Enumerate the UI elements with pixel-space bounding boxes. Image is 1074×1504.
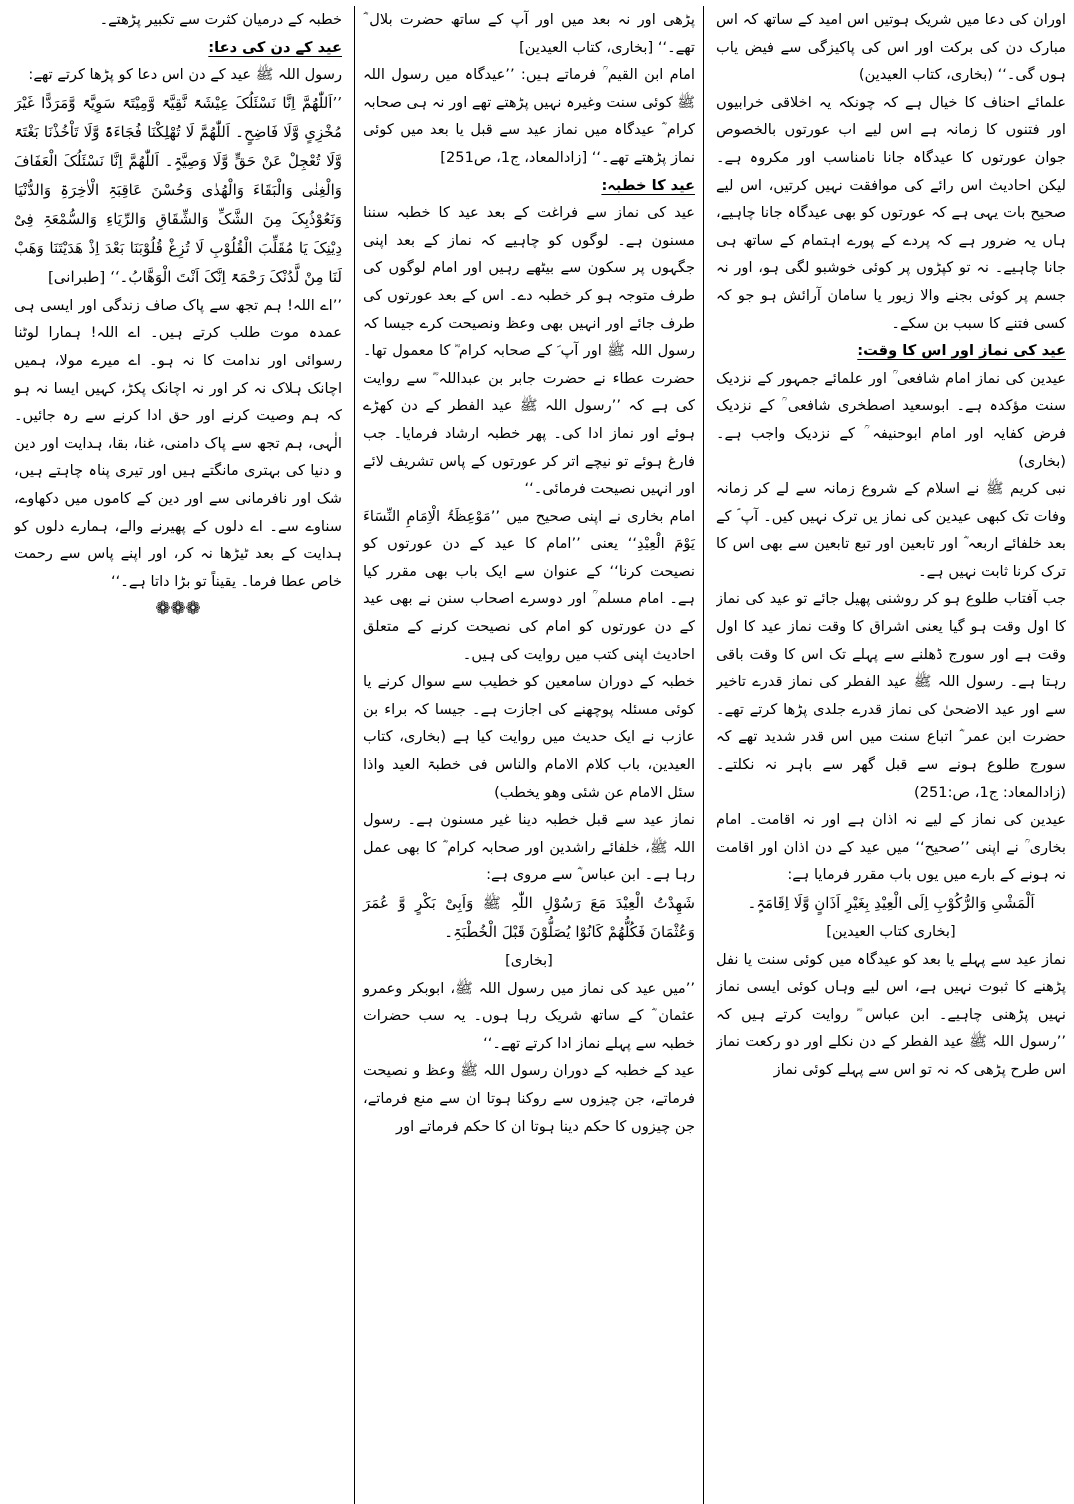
paragraph: جب آفتاب طلوع ہو کر روشنی پھیل جائے تو عید کی نماز کا اول وقت ہو گیا یعنی اشراق کا وقت نماز عید کا اول وقت ہے اور سورج ڈھلنے سے پہلے تک اس کا وقت باقی رہتا ہے۔ رسول اللہ ﷺ عید الفطر کی نماز قدرے تاخیر سے اور عید الاضحیٰ کی نماز قدرے جلدی پڑھا کرتے تھے۔ حضرت ابن عمر ؓ اتباع سنت میں اس قدر شدید تھے کہ سورج طلوع ہونے سے قبل گھر سے باہر نہ نکلتے۔ (زادالمعاد: ج1، ص:251) [716, 590, 1066, 801]
text-column-left [14, 6, 342, 1504]
paragraph: نماز عید سے قبل خطبہ دینا غیر مسنون ہے۔ رسول اللہ ﷺ، خلفائے راشدین اور صحابہ کرام ؓ کا بھی عمل رہا ہے۔ ابن عباس ؓ سے مروی ہے: [363, 811, 695, 884]
paragraph: نماز عید سے پہلے یا بعد کو عیدگاہ میں کوئی سنت یا نفل پڑھنے کا ثبوت نہیں ہے، اس لیے وہاں کوئی ایسی نماز نہیں پڑھنی چاہیے۔ ابن عباس ؓ روایت کرتے ہیں کہ ’’رسول اللہ ﷺ عید الفطر کے دن نکلے اور دو رکعت نماز اس طرح پڑھی کہ نہ تو اس سے پہلے کوئی نماز [716, 950, 1066, 1078]
section-heading-eid-supplication: عید کے دن کی دعا: [208, 38, 342, 56]
paragraph: عیدین کی نماز امام شافعی ؒ اور علمائے جمہور کے نزدیک سنت مؤکدہ ہے۔ ابوسعید اصطخری شافعی ؒ کے نزدیک فرض کفایہ اور امام ابوحنیفہ ؒ کے نزدیک واجب ہے۔ (بخاری) [716, 369, 1066, 470]
paragraph: عید کی نماز سے فراغت کے بعد عید کا خطبہ سننا مسنون ہے۔ لوگوں کو چاہیے کہ نماز کے بعد اپنی جگہوں پر سکون سے بیٹھے رہیں اور امام لوگوں کی طرف متوجہ ہو کر خطبہ دے۔ اس کے بعد عورتوں کی طرف جائے اور انہیں بھی وعظ ونصیحت کرے جیسا کہ رسول اللہ ﷺ اور آپ ؐ کے صحابہ کرام ؓ کا معمول تھا۔ حضرت عطاء نے حضرت جابر بن عبداللہ ؓ سے روایت کی ہے کہ ’’رسول اللہ ﷺ عید الفطر کے دن کھڑے ہوئے اور نماز ادا کی۔ پھر خطبہ ارشاد فرمایا۔ جب فارغ ہوئے تو نیچے اتر کر عورتوں کے پاس تشریف لائے اور انہیں نصیحت فرمائی۔‘‘ [363, 204, 695, 498]
paragraph: پڑھی اور نہ بعد میں اور آپ کے ساتھ حضرت بلال ؓ تھے۔‘‘ [بخاری، کتاب العیدین] [363, 11, 695, 56]
paragraph: علمائے احناف کا خیال ہے کہ چونکہ یہ اخلاقی خرابیوں اور فتنوں کا زمانہ ہے اس لیے اب عورتوں بالخصوص جوان عورتوں کا عیدگاہ جانا نامناسب اور مکروہ ہے۔ لیکن احادیث اس رائے کی موافقت نہیں کرتیں، اس لیے صحیح بات یہی ہے کہ عورتوں کو بھی عیدگاہ جانا چاہیے، ہاں یہ ضرور ہے کہ پردے کے پورے اہتمام کے ساتھ ہی جانا چاہیے۔ نہ تو کپڑوں پر کوئی خوشبو لگی ہو، اور نہ جسم پر کوئی بجنے والا زیور یا سامان آرائش ہو جو کہ کسی فتنے کا سبب بن سکے۔ [716, 93, 1066, 332]
paragraph: خطبہ کے درمیان کثرت سے تکبیر پڑھتے۔ [99, 11, 342, 28]
flower-ornament-icon: ❁❁❁ [155, 598, 201, 620]
paragraph: عید کے خطبہ کے دوران رسول اللہ ﷺ وعظ و نصیحت فرماتے، جن چیزوں سے روکنا ہوتا ان سے منع فرماتے، جن چیزوں کا حکم دینا ہوتا ان کا حکم فرماتے اور [363, 1062, 695, 1135]
text-column-right [716, 6, 1066, 1504]
citation: [بخاری] [505, 952, 553, 969]
arabic-quote: شَھِدْتُ الْعِیْدَ مَعَ رَسُوْلِ اللّٰہِ ﷺ وَاَبِیْ بَکْرٍ وَّ عُمَرَ وَعُثْمَانَ فَکُلُّھُمْ کَانُوْا یُصَلُّوْنَ قَبْلَ الْخُطْبَۃِ۔ [363, 894, 695, 941]
paragraph: ’’اے اللہ! ہم تجھ سے پاک صاف زندگی اور ایسی ہی عمدہ موت طلب کرتے ہیں۔ اے اللہ! ہمارا لوٹنا رسوائی اور ندامت کا نہ ہو۔ اے میرے مولا، ہمیں اچانک ہلاک نہ کر اور نہ اچانک پکڑ، کہیں ایسا نہ ہو کہ ہم وصیت کرنے اور حق ادا کرنے سے رہ جائیں۔ الٰہی، ہم تجھ سے پاک دامنی، غنا، بقا، ہدایت اور دین و دنیا کی بہتری مانگتے ہیں اور تیری پناہ چاہتے ہیں، شک اور نافرمانی سے اور دین کے کاموں میں دکھاوے، سناوے سے۔ اے دلوں کے پھیرنے والے، ہمارے دلوں کو ہدایت کے بعد ٹیڑھا نہ کر، اور اپنے پاس سے رحمت خاص عطا فرما۔ یقیناً تو بڑا داتا ہے۔‘‘ [14, 296, 342, 590]
paragraph: امام بخاری نے اپنی صحیح میں ’’مَوْعِظَۃُ الْاِمَامِ النِّسَاءَ یَوْمَ الْعِیْدِ‘‘ یعنی ’’امام کا عید کے دن عورتوں کو نصیحت کرنا‘‘ کے عنوان سے ایک باب بھی مقرر کیا ہے۔ امام مسلم ؒ اور دوسرے اصحاب سنن نے بھی عید کے دن عورتوں کو امام کی نصیحت کرنے کے متعلق احادیث اپنی کتب میں روایت کی ہیں۔ [363, 507, 695, 663]
citation: [بخاری کتاب العیدین] [826, 923, 956, 940]
arabic-supplication: ’’اَللّٰھُمَّ اِنَّا نَسْئَلُکَ عِیْشَۃً نَّقِیَّۃً وَّمِیْتَۃً سَوِیَّۃً وَّمَرَدًّا غَیْرَ مُخْزِیٍ وَّلَا فَاضِحٍ۔ اَللّٰھُمَّ لَا تُھْلِکْنَا فُجَاءَۃً وَّلَا تَاْخُذْنَا بَغْتَۃً وَّلَا تُعْجِلْ عَنْ حَقٍّ وَّلَا وَصِیَّۃٍ۔ اَللّٰھُمَّ اِنَّا نَسْئَلُکَ الْعَفَافَ وَالْغِنٰی وَالْبَقَاءَ وَالْھُدٰی وَحُسْنَ عَاقِبَۃِ الْاٰخِرَۃِ وَالدُّنْیَا وَنَعُوْذُبِکَ مِنَ الشَّکِّ وَالشِّقَاقِ وَالرِّیَاءِ وَالسُّمْعَۃِ فِیْ دِیْنِکَ یَا مُقَلِّبَ الْقُلُوْبِ لَا تُزِغْ قُلُوْبَنَا بَعْدَ اِذْ ھَدَیْتَنَا وَھَبْ لَنَا مِنْ لَّدُنْکَ رَحْمَۃً اِنَّکَ اَنْتَ الْوَھَّابُ۔‘‘ [طبرانی] [14, 93, 342, 286]
paragraph: نبی کریم ﷺ نے اسلام کے شروع زمانہ سے لے کر زمانہ وفات تک کبھی عیدین کی نماز یں ترک نہیں کیں۔ آپ ؐ کے بعد خلفائے اربعہ ؓ اور تابعین اور تبع تابعین سے بھی اس کا ترک کرنا ثابت نہیں ہے۔ [716, 480, 1066, 580]
paragraph: امام ابن القیم ؒ فرماتے ہیں: ’’عیدگاہ میں رسول اللہ ﷺ کوئی سنت وغیرہ نہیں پڑھتے تھے اور نہ ہی صحابہ کرام ؓ عیدگاہ میں نماز عید سے قبل یا بعد میں کوئی نماز پڑھتے تھے۔‘‘ [زادالمعاد، ج1، ص251] [363, 66, 695, 166]
paragraph: عیدین کی نماز کے لیے نہ اذان ہے اور نہ اقامت۔ امام بخاری ؒ نے اپنی ’’صحیح‘‘ میں عید کے دن اذان اور اقامت نہ ہونے کے بارے میں یوں باب مقرر فرمایا ہے: [716, 811, 1066, 884]
section-heading-eid-sermon: عید کا خطبہ: [601, 176, 695, 194]
paragraph: ’’میں عید کی نماز میں رسول اللہ ﷺ، ابوبکر وعمرو عثمان ؓ کے ساتھ شریک رہا ہوں۔ یہ سب حضرات خطبہ سے پہلے نماز ادا کرتے تھے۔‘‘ [363, 979, 695, 1052]
paragraph: خطبہ کے دوران سامعین کو خطیب سے سوال کرنے یا کوئی مسئلہ پوچھنے کی اجازت ہے۔ جیسا کہ براء بن عازب نے ایک حدیث میں روایت کیا ہے (بخاری، کتاب العیدین، باب کلام الامام والناس فی خطبۃ العید واذا سئل الامام عن شئی وھو یخطب) [363, 673, 695, 801]
section-heading-eid-prayer-time: عید کی نماز اور اس کا وقت: [857, 342, 1066, 360]
paragraph: رسول اللہ ﷺ عید کے دن اس دعا کو پڑھا کرتے تھے: [28, 66, 342, 84]
arabic-quote: اَلْمَشْیِ وَالرُّکُوْبِ اِلَی الْعِیْدِ بِغَیْرِ اَذَانٍ وَّلَا اِقَامَۃٍ۔ [747, 894, 1035, 912]
paragraph: اوران کی دعا میں شریک ہوتیں اس امید کے ساتھ کہ اس مبارک دن کی برکت اور اس کی پاکیزگی سے فیض یاب ہوں گی۔‘‘ (بخاری، کتاب العیدین) [716, 11, 1066, 84]
text-column-middle [354, 6, 704, 1504]
